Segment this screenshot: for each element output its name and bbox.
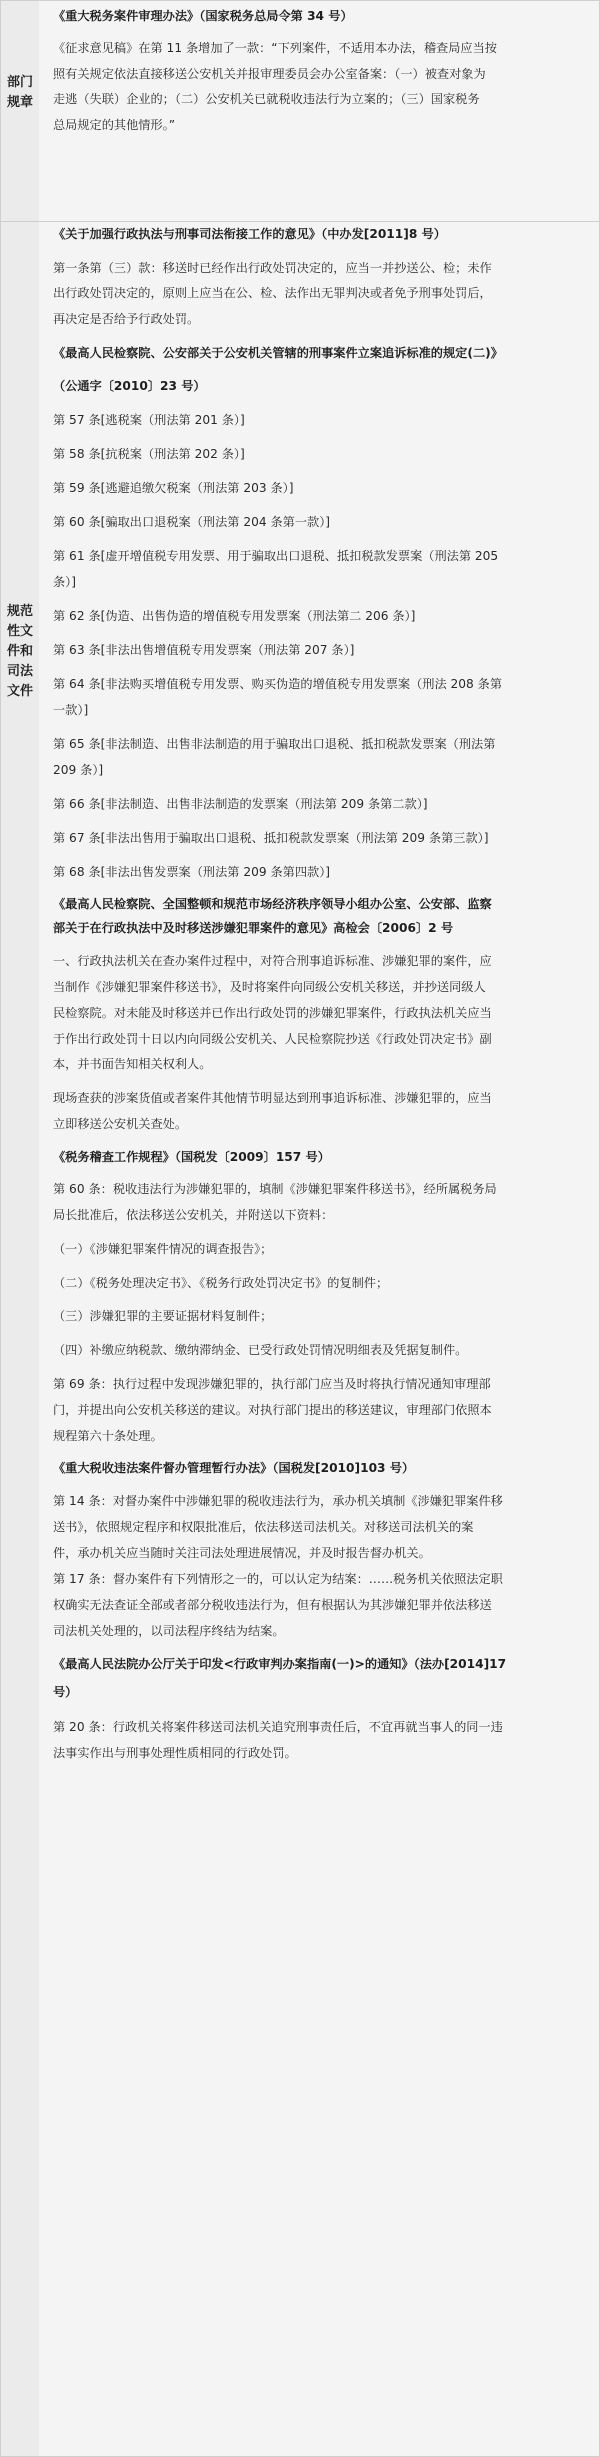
document-title: 《最高人民法院办公厅关于印发<行政审判办案指南(一)>的通知》（法办[2014]17 — [53, 1657, 507, 1671]
text-line: 第 17 条：督办案件有下列情形之一的，可以认定为结案：……税务机关依照法定职 — [53, 1572, 503, 1586]
text-line: 第 68 条[非法出售发票案（刑法第 209 条第四款）] — [53, 865, 331, 879]
text-line: 第 63 条[非法出售增值税专用发票案（刑法第 207 条）] — [53, 643, 355, 657]
text-line: 条）] — [53, 575, 77, 589]
text-line: 第 57 条[逃税案（刑法第 201 条）] — [53, 413, 245, 427]
text-line: 《征求意见稿》在第 11 条增加了一款：“下列案件，不适用本办法，稽查局应当按 — [53, 41, 497, 55]
document-title: 号） — [53, 1685, 78, 1699]
section-label-cell — [1, 222, 40, 2456]
text-line: 民检察院。对未能及时移送并已作出行政处罚的涉嫌犯罪案件，行政执法机关应当 — [53, 1006, 492, 1020]
text-line: 法事实作出与刑事处理性质相同的行政处罚。 — [53, 1746, 297, 1760]
text-line: （一）《涉嫌犯罪案件情况的调查报告》； — [53, 1242, 273, 1256]
text-line: 权确实无法查证全部或者部分税收违法行为，但有根据认为其涉嫌犯罪并依法移送 — [53, 1598, 492, 1612]
text-line: 第 14 条：对督办案件中涉嫌犯罪的税收违法行为，承办机关填制《涉嫌犯罪案件移 — [53, 1494, 503, 1508]
document-title: 《关于加强行政执法与刑事司法衔接工作的意见》（中办发[2011]8 号） — [53, 227, 446, 241]
text-line: 一、行政执法机关在查办案件过程中，对符合刑事追诉标准、涉嫌犯罪的案件，应 — [53, 954, 492, 968]
section-label-cell — [1, 1, 40, 221]
text-line: 第 67 条[非法出售用于骗取出口退税、抵扣税款发票案（刑法第 209 条第三款）] — [53, 831, 489, 845]
text-line: 209 条）] — [53, 763, 104, 777]
text-line: （三）涉嫌犯罪的主要证据材料复制件； — [53, 1309, 273, 1323]
text-line: 本，并书面告知相关权利人。 — [53, 1057, 212, 1071]
text-line: （四）补缴应纳税款、缴纳滞纳金、已受行政处罚情况明细表及凭据复制件。 — [53, 1343, 468, 1357]
text-line: 门，并提出向公安机关移送的建议。对执行部门提出的移送建议，审理部门依照本 — [53, 1403, 492, 1417]
text-line: 第 66 条[非法制造、出售非法制造的发票案（刑法第 209 条第二款）] — [53, 797, 428, 811]
section-content — [39, 222, 599, 2456]
text-line: 再决定是否给予行政处罚。 — [53, 312, 200, 326]
text-line: 件，承办机关应当随时关注司法处理进展情况，并及时报告督办机关。 — [53, 1546, 431, 1560]
text-line: 照有关规定依法直接移送公安机关并报审理委员会办公室备案：（一）被查对象为 — [53, 67, 486, 81]
text-line: 规程第六十条处理。 — [53, 1429, 163, 1443]
text-line: 第 60 条：税收违法行为涉嫌犯罪的，填制《涉嫌犯罪案件移送书》，经所属税务局 — [53, 1182, 497, 1196]
text-line: 当制作《涉嫌犯罪案件移送书》，及时将案件向同级公安机关移送，并抄送同级人 — [53, 980, 486, 994]
text-line: 第 61 条[虚开增值税专用发票、用于骗取出口退税、抵扣税款发票案（刑法第 205 — [53, 549, 499, 563]
text-line: 第一条第（三）款：移送时已经作出行政处罚决定的，应当一并抄送公、检；未作 — [53, 261, 492, 275]
text-line: 第 64 条[非法购买增值税专用发票、购买伪造的增值税专用发票案（刑法 208 条第 — [53, 677, 503, 691]
document-title: 《最高人民检察院、公安部关于公安机关管辖的刑事案件立案追诉标准的规定(二)》 — [53, 346, 503, 360]
text-line: 走逃（失联）企业的；（二）公安机关已就税收违法行为立案的；（三）国家税务 — [53, 92, 480, 106]
document-title: （公通字〔2010〕23 号） — [53, 379, 206, 393]
text-line: 立即移送公安机关查处。 — [53, 1117, 188, 1131]
text-line: （二）《税务处理决定书》、《税务行政处罚决定书》的复制件； — [53, 1276, 389, 1290]
section-normative-judicial-docs — [1, 222, 599, 2456]
section-content — [39, 1, 599, 221]
text-line: 第 65 条[非法制造、出售非法制造的用于骗取出口退税、抵扣税款发票案（刑法第 — [53, 737, 496, 751]
section-label: 部门规章 — [6, 75, 33, 110]
text-line: 总局规定的其他情形。” — [53, 118, 176, 132]
text-line: 出行政处罚决定的，原则上应当在公、检、法作出无罪判决或者免予刑事处罚后， — [53, 286, 492, 300]
document-title: 《最高人民检察院、全国整顿和规范市场经济秩序领导小组办公室、公安部、监察 — [53, 897, 492, 911]
document-title: 《重大税务案件审理办法》（国家税务总局令第 34 号） — [53, 9, 353, 23]
document-title: 《税务稽查工作规程》（国税发〔2009〕157 号） — [53, 1150, 330, 1164]
section-departmental-rules — [1, 1, 599, 222]
text-line: 第 69 条：执行过程中发现涉嫌犯罪的，执行部门应当及时将执行情况通知审理部 — [53, 1377, 491, 1391]
text-line: 第 59 条[逃避追缴欠税案（刑法第 203 条）] — [53, 481, 294, 495]
text-line: 司法机关处理的，以司法程序终结为结案。 — [53, 1624, 285, 1638]
text-line: 第 60 条[骗取出口退税案（刑法第 204 条第一款）] — [53, 515, 331, 529]
text-line: 送书》，依照规定程序和权限批准后，依法移送司法机关。对移送司法机关的案 — [53, 1520, 474, 1534]
text-line: 局长批准后，依法移送公安机关，并附送以下资料： — [53, 1208, 334, 1222]
text-line: 第 62 条[伪造、出售伪造的增值税专用发票案（刑法第二 206 条）] — [53, 609, 416, 623]
text-line: 于作出行政处罚十日以内向同级公安机关、人民检察院抄送《行政处罚决定书》副 — [53, 1032, 492, 1046]
text-line: 现场查获的涉案货值或者案件其他情节明显达到刑事追诉标准、涉嫌犯罪的，应当 — [53, 1091, 492, 1105]
document-title: 《重大税收违法案件督办管理暂行办法》（国税发[2010]103 号） — [53, 1461, 415, 1475]
text-line: 第 58 条[抗税案（刑法第 202 条）] — [53, 447, 245, 461]
document-title: 部关于在行政执法中及时移送涉嫌犯罪案件的意见》高检会〔2006〕2 号 — [53, 921, 454, 935]
text-line: 一款）] — [53, 703, 89, 717]
text-line: 第 20 条：行政机关将案件移送司法机关追究刑事责任后，不宜再就当事人的同一违 — [53, 1720, 503, 1734]
section-label: 规范性文件和司法文件 — [6, 604, 33, 699]
